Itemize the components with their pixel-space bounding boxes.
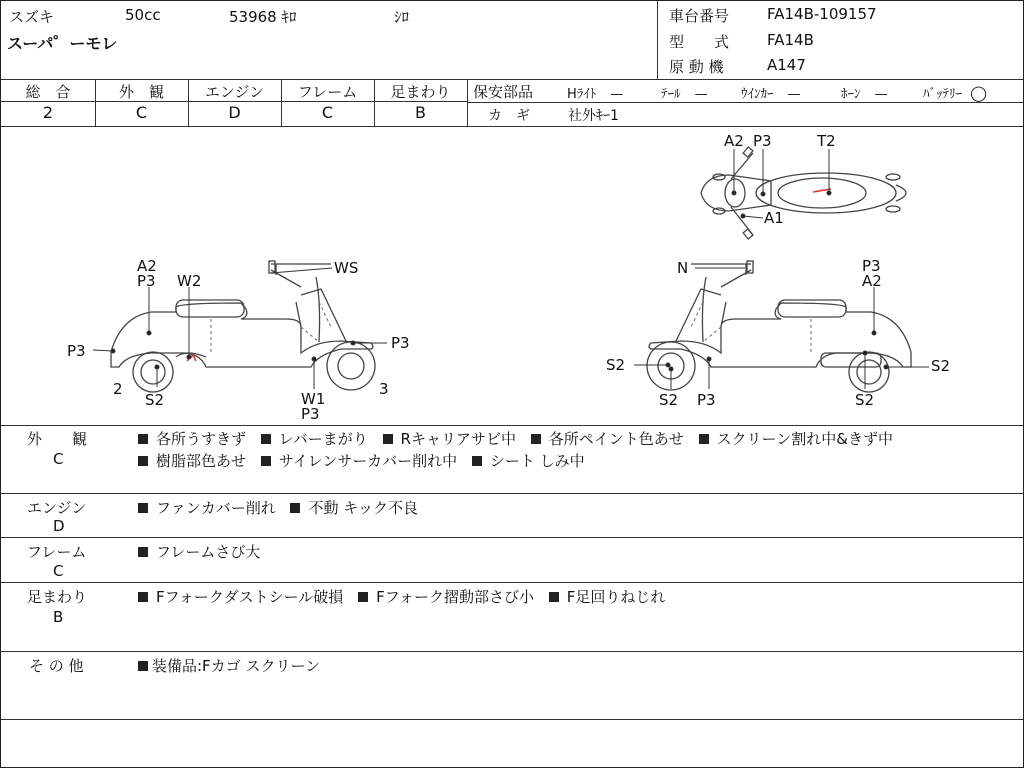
remark-frame-grade: C xyxy=(53,562,64,580)
displacement: 50cc xyxy=(125,6,161,24)
right-label-p3a: P3 xyxy=(862,257,881,275)
safety-item-battery: ﾊﾞｯﾃﾘｰ ◯ xyxy=(923,84,987,102)
grade-suspension-label: 足まわり xyxy=(390,83,451,101)
safety-item-horn: ﾎｰﾝ — xyxy=(841,87,888,102)
maker: スズキ xyxy=(9,8,55,26)
remark-frame-label: フレーム xyxy=(27,543,87,561)
top-label-a1: A1 xyxy=(764,209,784,227)
model-label: 型 式 xyxy=(669,33,730,51)
frame-no: FA14B-109157 xyxy=(767,5,877,23)
remark-exterior-grade: C xyxy=(53,450,64,468)
remark-suspension-line-1: Fフォークダストシール破損 Fフォーク摺動部さび小 F足回りねじれ xyxy=(138,586,675,607)
model-code: FA14B xyxy=(767,31,814,49)
right-label-s2a: S2 xyxy=(606,356,626,374)
left-label-ws: WS xyxy=(334,259,359,277)
top-label-a2: A2 xyxy=(724,132,744,150)
rule xyxy=(467,79,468,126)
left-label-p3a: P3 xyxy=(137,272,156,290)
left-label-s2: S2 xyxy=(145,391,165,409)
left-label-2: 2 xyxy=(113,380,123,398)
remark-exterior-line-2: 樹脂部色あせ サイレンサーカバー削れ中 シート しみ中 xyxy=(138,450,595,471)
grade-engine-label: エンジン xyxy=(204,83,265,101)
remark-engine-line-1: ファンカバー削れ 不動 キック不良 xyxy=(138,497,428,518)
key-value: 社外ｷｰ1 xyxy=(568,108,619,124)
grade-suspension-value: B xyxy=(415,103,426,122)
right-label-a2: A2 xyxy=(862,272,882,290)
remark-other-line-1: 装備品:Fカゴ スクリーン xyxy=(138,655,330,676)
left-label-3: 3 xyxy=(379,380,389,398)
color: ｼﾛ xyxy=(394,8,410,26)
rule xyxy=(1,537,1023,538)
frame-no-label: 車台番号 xyxy=(669,7,730,25)
model-name: スーパ゜ーモレ xyxy=(7,34,118,53)
grade-total-value: 2 xyxy=(42,103,54,122)
mileage: 53968 ｷﾛ xyxy=(229,8,297,26)
safety-item-tail: ﾃｰﾙ — xyxy=(661,87,708,102)
remark-exterior-label: 外 観 xyxy=(27,430,88,448)
right-label-n: N xyxy=(677,259,689,277)
rule xyxy=(1,582,1023,583)
safety-item-winker: ｳｲﾝｶｰ — xyxy=(741,87,801,102)
rule xyxy=(1,425,1023,426)
remark-suspension-label: 足まわり xyxy=(27,588,88,606)
rule xyxy=(1,79,1023,80)
left-label-p3b: P3 xyxy=(391,334,410,352)
top-label-t2: T2 xyxy=(817,132,836,150)
rule xyxy=(1,493,1023,494)
top-label-p3: P3 xyxy=(753,132,772,150)
engine-label: 原 動 機 xyxy=(669,58,724,76)
rule xyxy=(467,102,1023,103)
key-label: カ ギ xyxy=(488,108,530,124)
remark-engine-grade: D xyxy=(53,517,65,535)
safety-label: 保安部品 xyxy=(473,83,534,101)
left-label-p3c: P3 xyxy=(67,342,86,360)
engine-code: A147 xyxy=(767,56,806,74)
rule xyxy=(1,651,1023,652)
left-label-w1: W1 xyxy=(301,390,326,408)
remark-other-label: そ の 他 xyxy=(29,657,84,675)
right-label-p3b: P3 xyxy=(697,391,716,409)
vehicle-diagram xyxy=(1,127,1023,425)
right-label-s2d: S2 xyxy=(931,357,951,375)
safety-item-headlight: Hﾗｲﾄ — xyxy=(567,87,624,102)
grade-engine-value: D xyxy=(228,103,241,122)
grade-frame-value: C xyxy=(321,103,334,122)
left-label-p3d: P3 xyxy=(301,405,320,423)
remark-exterior-line-1: 各所うすきず レバーまがり Rキャリアサビ中 各所ペイント色あせ スクリーン割れ中&きず中 xyxy=(138,428,903,449)
remark-suspension-grade: B xyxy=(53,608,64,626)
right-label-s2b: S2 xyxy=(659,391,679,409)
right-label-s2c: S2 xyxy=(855,391,875,409)
left-label-a2: A2 xyxy=(137,257,157,275)
grade-frame-label: フレーム xyxy=(297,83,358,101)
rule xyxy=(1,719,1023,720)
remark-engine-label: エンジン xyxy=(27,499,87,517)
left-label-w2: W2 xyxy=(177,272,202,290)
grade-exterior-value: C xyxy=(135,103,148,122)
grade-exterior-label: 外 観 xyxy=(118,83,164,101)
grade-total-label: 総 合 xyxy=(25,83,71,101)
remark-frame-line-1: フレームさび大 xyxy=(138,541,270,562)
header-divider xyxy=(657,1,658,79)
